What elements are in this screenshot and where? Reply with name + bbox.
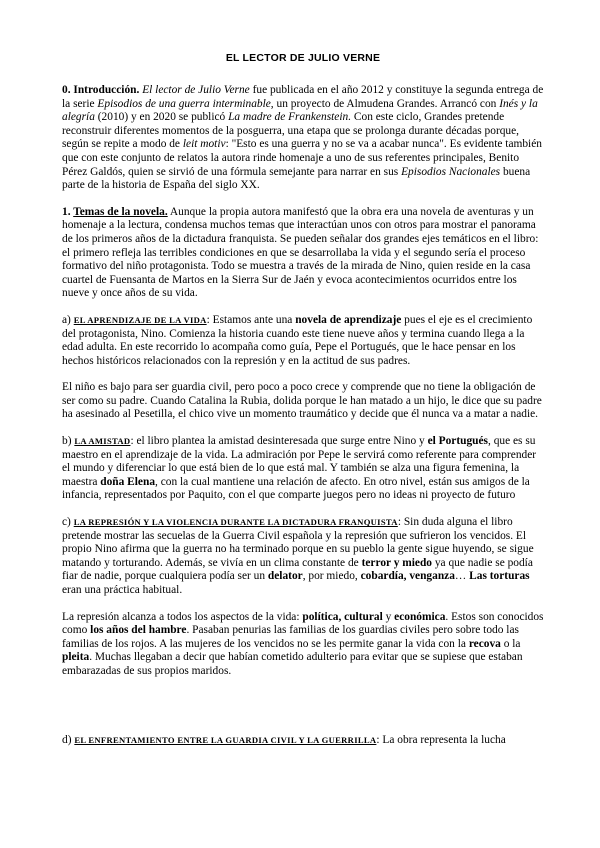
section-c-paragraph: c) LA REPRESIÓN Y LA VIOLENCIA DURANTE LA DICTADURA FRANQUISTA: Sin duda alguna el libro pretende mostrar las secuelas de la Guerra Civil española y la represión que sufrieron los vencidos. El propio Nino afirma que la guerra no ha terminado porque en su pueblo la gente sigue huyendo, se sigue matando y torturando. Además, se vivía en un clima constante de terror y miedo ya que nadie se podía fiar de nadie, porque cualquiera podía ser un delator, por miedo, cobardía, venganza… Las torturas eran una práctica habitual.: [62, 516, 534, 596]
intro-paragraph: 0. Introducción. El lector de Julio Verne fue publicada en el año 2012 y constituye la segunda entrega de la serie Episodios de una guerra interminable, un proyecto de Almudena Grandes. Arrancó con Inés y la alegría (2010) y en 2020 se publicó La madre de Frankenstein. Con este ciclo, Grandes pretende reconstruir diferentes momentos de la posguerra, una etapa que se prolonga durante décadas porque, según se repite a modo de leit motiv: "Esto es una guerra y no se va a acabar nunca". Es evidente también que con este conjunto de relatos la autora rinde homenaje a uno de sus referentes principales, Benito Pérez Galdós, quien se sirvió de una fórmula semejante para narrar en sus Episodios Nacionales buena parte de la historia de España del siglo XX.: [62, 84, 544, 192]
section-b-paragraph: b) LA AMISTAD: el libro plantea la amistad desinteresada que surge entre Nino y el Portugués, que es su maestro en el aprendizaje de la vida. La admiración por Pepe le servirá como referente para comprender el mundo y diferenciar lo que está bien de lo que está mal. Y también se alza una figura femenina, la maestra doña Elena, con la cual mantiene una relación de afecto. En otro nivel, están sus amigos de la infancia, representados por Paquito, con el que comparte juegos pero no ideas ni proyecto de futuro: [62, 435, 537, 502]
section-1-number: 1.: [62, 205, 74, 218]
section-a-paragraph: a) EL APRENDIZAJE DE LA VIDA: Estamos ante una novela de aprendizaje pues el eje es el crecimiento del protagonista, Nino. Comienza la historia cuando este tiene nueve años y termina cuando llega a la edad adulta. En este recorrido lo acompaña como guía, Pepe el Portugués, que le hace pensar en los hechos históricos relacionados con la represión y en la actitud de sus padres.: [62, 313, 533, 367]
episodios-title: Episodios Nacionales: [401, 165, 501, 178]
intro-heading: 0. Introducción.: [62, 84, 140, 96]
first-book-title: Inés y la alegría: [62, 97, 538, 124]
section-d-heading: EL ENFRENTAMIENTO ENTRE LA GUARDIA CIVIL Y LA GUERRILLA: [74, 734, 377, 745]
section-d-paragraph: d) EL ENFRENTAMIENTO ENTRE LA GUARDIA CIVIL Y LA GUERRILLA: La obra representa la lucha: [62, 733, 506, 746]
document-title: EL LECTOR DE JULIO VERNE: [225, 52, 381, 64]
section-c-heading: LA REPRESIÓN Y LA VIOLENCIA DURANTE LA DICTADURA FRANQUISTA: [73, 517, 398, 528]
book-title: El lector de Julio Verne: [142, 84, 250, 96]
series-title: Episodios de una guerra interminable,: [97, 97, 274, 110]
section-a-paragraph-2: El niño es bajo para ser guardia civil, pero poco a poco crece y comprende que no tiene la obligación de ser como su padre. Cuando Catalina la Rubia, dolida porque le han matado a un hijo, le dice que su padre ha asesinado al Pesetilla, el chico vive un momento traumático y decide que él nunca va a matar a nadie.: [62, 381, 542, 421]
leitmotiv-term: leit motiv: [182, 138, 226, 151]
document-page: [62, 52, 544, 747]
latest-book-title: La madre de Frankenstein.: [228, 111, 352, 124]
section-b-heading: LA AMISTAD: [74, 436, 131, 447]
section-1-heading: Temas de la novela.: [73, 205, 168, 218]
section-c-paragraph-2: La represión alcanza a todos los aspectos de la vida: política, cultural y económica. Estos son conocidos como los años del hambre. Pasaban penurias las familias de los guardias civiles pero sobre todo las familias de los rojos. A las mujeres de los vencidos no se les permite ganar la vida con la recova o la pleita. Muchas llegaban a decir que habían cometido adulterio para evitar que se supiese que estaban embarazadas de sus propios maridos.: [62, 610, 544, 677]
themes-paragraph: 1. Temas de la novela. Aunque la propia autora manifestó que la obra era una novela de aventuras y un homenaje a la lectura, condensa muchos temas que interactúan unos con otros para mostrar el panorama de los primeros años de la dictadura franquista. Se pueden señalar dos grandes ejes temáticos en el libro: el primero refleja las terribles condiciones en que se desarrollaba la vida y el segundo sería el proceso formativo del niño protagonista. Todo se muestra a través de la mirada de Nino, quien reside en la casa cuartel de Fuensanta de Martos en la Sierra Sur de Jaén y evoca acontecimientos ocurridos entre los nueve y once años de su vida.: [62, 205, 539, 300]
section-a-heading: EL APRENDIZAJE DE LA VIDA: [73, 314, 207, 325]
